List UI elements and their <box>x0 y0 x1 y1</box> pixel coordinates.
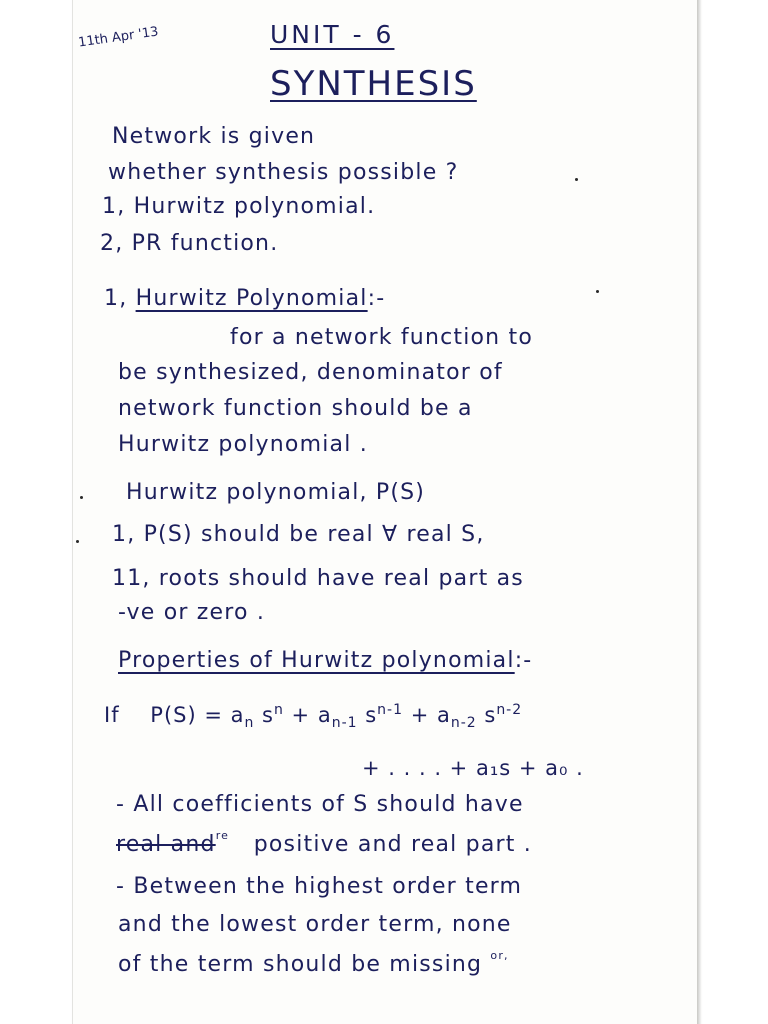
intro-line-1: Network is given <box>112 124 316 149</box>
ink-dot <box>596 290 599 293</box>
section-2-heading-line <box>118 648 532 673</box>
section-1-para-line-4: Hurwitz polynomial . <box>118 432 368 457</box>
bullet-1-line-1: - All coefficients of S should have <box>116 792 524 817</box>
bullet-2-line-1: - Between the highest order term <box>116 874 523 899</box>
ink-dot <box>80 496 83 499</box>
condition-2-line-2: -ve or zero . <box>118 600 266 625</box>
bullet-2-line-2: and the lowest order term, none <box>118 912 512 937</box>
ink-dot <box>76 540 79 543</box>
bullet-2-text: of the term should be missing <box>118 952 483 977</box>
intro-item-1: 1, Hurwitz polynomial. <box>102 194 376 219</box>
insert-note: re <box>215 829 230 842</box>
section-1-heading-suffix: :- <box>367 286 386 311</box>
section-1-number: 1, <box>104 286 128 311</box>
bullet-1-line-2 <box>116 829 532 857</box>
polynomial-formula: If $P(S) = a_n$ $s^n + a_{n-1}$ $s^{n-1} + a_{n-2}$ $s^{n-2}$ <box>104 702 523 732</box>
date-note: 11th Apr '13 <box>77 24 160 51</box>
ink-dot <box>575 178 578 181</box>
condition-1: 1, P(S) should be real ∀ real S, <box>112 522 485 547</box>
intro-line-2: whether synthesis possible ? <box>108 160 459 185</box>
page-edge <box>697 0 702 1024</box>
condition-2-line-1: 11, roots should have real part as <box>112 566 524 591</box>
notebook-page <box>72 0 698 1024</box>
bullet-2-line-3 <box>118 949 509 977</box>
unit-heading: UNIT - 6 <box>270 20 395 49</box>
hurwitz-polynomial-def: Hurwitz polynomial, P(S) <box>126 480 426 505</box>
section-1-heading: Hurwitz Polynomial <box>135 286 368 311</box>
bullet-1-text: positive and real part . <box>253 832 532 857</box>
section-1-para-line-3: network function should be a <box>118 396 473 421</box>
polynomial-formula-continued: + . . . . + a₁s + a₀ . <box>362 756 584 780</box>
struck-text: real and <box>116 832 216 857</box>
section-2-heading-suffix: :- <box>514 648 533 673</box>
page-title: SYNTHESIS <box>270 64 477 104</box>
section-1-para-line-2: be synthesized, denominator of <box>118 360 503 385</box>
section-1-heading-line <box>104 286 385 311</box>
formula-prefix: If <box>104 703 120 727</box>
formula-lhs: P(S) = <box>150 703 231 727</box>
bullet-2-tail: or, <box>490 949 509 962</box>
intro-item-2: 2, PR function. <box>100 231 279 256</box>
section-1-para-line-1: for a network function to <box>230 325 534 350</box>
section-2-heading: Properties of Hurwitz polynomial <box>118 648 515 673</box>
